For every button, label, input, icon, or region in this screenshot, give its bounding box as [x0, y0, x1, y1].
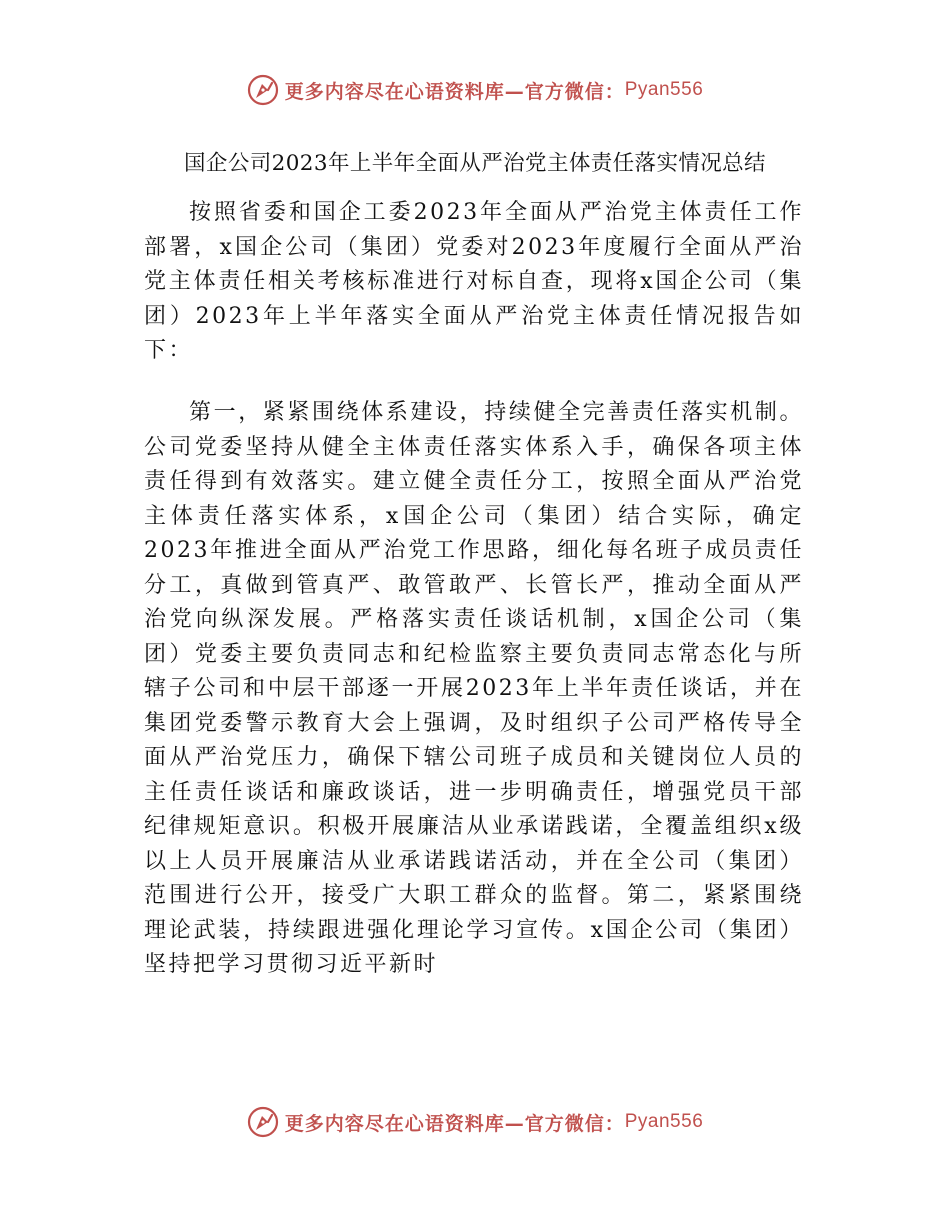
banner-text: 更多内容尽在心语资料库—官方微信： [284, 80, 625, 103]
footer-banner[interactable] [0, 1102, 950, 1142]
document-title: 国企公司2023年上半年全面从严治党主体责任落实情况总结 [184, 151, 766, 176]
paragraph-intro: 按照省委和国企工委2023年全面从严治党主体责任工作部署，x国企公司（集团）党委对2023年度履行全面从严治党主体责任相关考核标准进行对标自查，现将x国企公司（集团）2023年上半年落实全面从严治党主体责任情况报告如下： [144, 200, 804, 363]
paragraph-body: 第一，紧紧围绕体系建设，持续健全完善责任落实机制。公司党委坚持从健全主体责任落实体系入手，确保各项主体责任得到有效落实。建立健全责任分工，按照全面从严治党主体责任落实体系，x国企公司（集团）结合实际，确定2023年推进全面从严治党工作思路，细化每名班子成员责任分工，真做到管真严、敢管敢严、长管长严，推动全面从严治党向纵深发展。严格落实责任谈话机制，x国企公司（集团）党委主要负责同志和纪检监察主要负责同志常态化与所辖子公司和中层干部逐一开展2023年上半年责任谈话，并在集团党委警示教育大会上强调，及时组织子公司严格传导全面从严治党压力，确保下辖公司班子成员和关键岗位人员的主任责任谈话和廉政谈话，进一步明确责任，增强党员干部纪律规矩意识。积极开展廉洁从业承诺践诺，全覆盖组织x级以上人员开展廉洁从业承诺践诺活动，并在全公司（集团）范围进行公开，接受广大职工群众的监督。第二，紧紧围绕理论武装，持续跟进强化理论学习宣传。x国企公司（集团）坚持把学习贯彻习近平新时 [144, 400, 804, 977]
banner-text: 更多内容尽在心语资料库—官方微信： [284, 1112, 625, 1135]
wechat-id: Pyan556 [624, 79, 704, 100]
header-banner[interactable] [0, 70, 950, 110]
pen-nib-logo-icon [247, 74, 279, 106]
pen-nib-logo-icon [247, 1106, 279, 1138]
wechat-id: Pyan556 [624, 1111, 704, 1132]
